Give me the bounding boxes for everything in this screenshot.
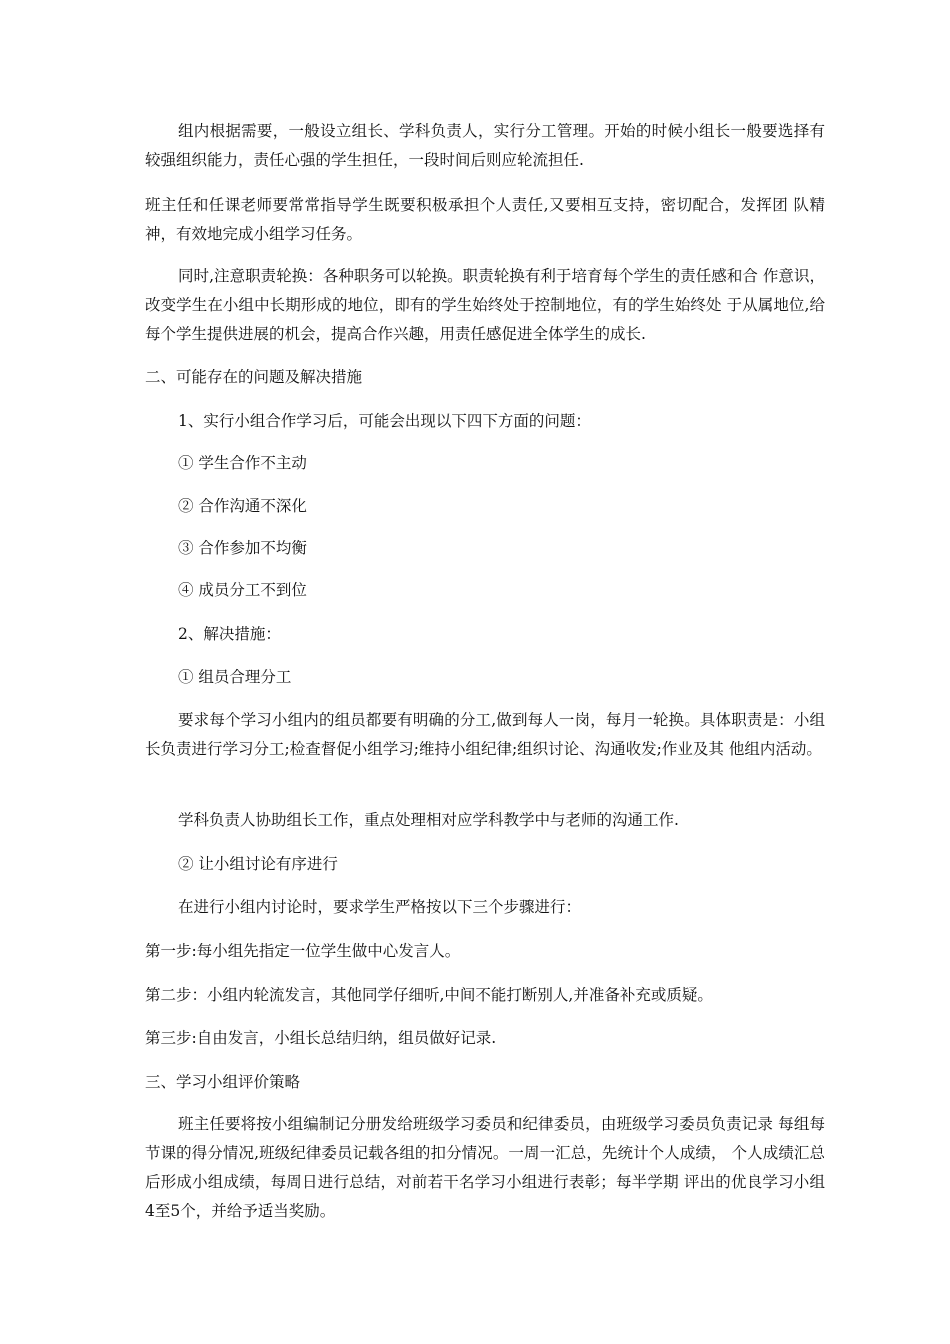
- step-three: 第三步:自由发言，小组长总结归纳，组员做好记录.: [145, 1029, 497, 1047]
- paragraph-evaluation-strategy: 班主任要将按小组编制记分册发给班级学习委员和纪律委员，由班级学习委员负责记录 每组每节课的得分情况,班级纪律委员记载各组的扣分情况。一周一汇总，先统计个人成绩， 个人成绩汇总后形成小组成绩，每周日进行总结，对前若干名学习小组进行表彰；每半学期 评出的优良学习小组4至5个，并给予适当奖励。: [145, 1115, 825, 1220]
- section-heading-problems: 二、可能存在的问题及解决措施: [145, 368, 363, 386]
- subheading-possible-problems: 1、实行小组合作学习后，可能会出现以下四下方面的问题：: [178, 412, 591, 430]
- paragraph-division-of-labor: 要求每个学习小组内的组员都要有明确的分工,做到每人一岗，每月一轮换。具体职责是：小组长负责进行学习分工;检查督促小组学习;维持小组纪律;组织讨论、沟通收发;作业及其 他组内活动。: [145, 711, 825, 758]
- list-item-problem-3: ③ 合作参加不均衡: [178, 539, 307, 557]
- step-two: 第二步：小组内轮流发言，其他同学仔细听,中间不能打断别人,并准备补充或质疑。: [145, 986, 713, 1004]
- step-one: 第一步:每小组先指定一位学生做中心发言人。: [145, 942, 461, 960]
- list-item-solution-1: ① 组员合理分工: [178, 668, 292, 686]
- list-item-problem-1: ① 学生合作不主动: [178, 454, 307, 472]
- paragraph-group-roles: 组内根据需要，一般设立组长、学科负责人，实行分工管理。开始的时候小组长一般要选择有较强组织能力，责任心强的学生担任，一段时间后则应轮流担任.: [145, 122, 825, 169]
- list-item-problem-2: ② 合作沟通不深化: [178, 497, 307, 515]
- subheading-solutions: 2、解决措施：: [178, 625, 281, 643]
- paragraph-subject-leader: 学科负责人协助组长工作，重点处理相对应学科教学中与老师的沟通工作.: [178, 811, 679, 829]
- list-item-solution-2: ② 让小组讨论有序进行: [178, 855, 338, 873]
- paragraph-teacher-guidance: 班主任和任课老师要常常指导学生既要积极承担个人责任,又要相互支持，密切配合，发挥团 队精神，有效地完成小组学习任务。: [145, 196, 825, 243]
- paragraph-discussion-steps: 在进行小组内讨论时，要求学生严格按以下三个步骤进行：: [178, 898, 582, 916]
- list-item-problem-4: ④ 成员分工不到位: [178, 581, 307, 599]
- section-heading-evaluation: 三、学习小组评价策略: [145, 1073, 301, 1091]
- paragraph-role-rotation: 同时,注意职责轮换：各种职务可以轮换。职责轮换有利于培育每个学生的责任感和合 作意识，改变学生在小组中长期形成的地位，即有的学生始终处于控制地位，有的学生始终处 于从属地位,给每个学生提供进展的机会，提高合作兴趣，用责任感促进全体学生的成长.: [145, 267, 825, 343]
